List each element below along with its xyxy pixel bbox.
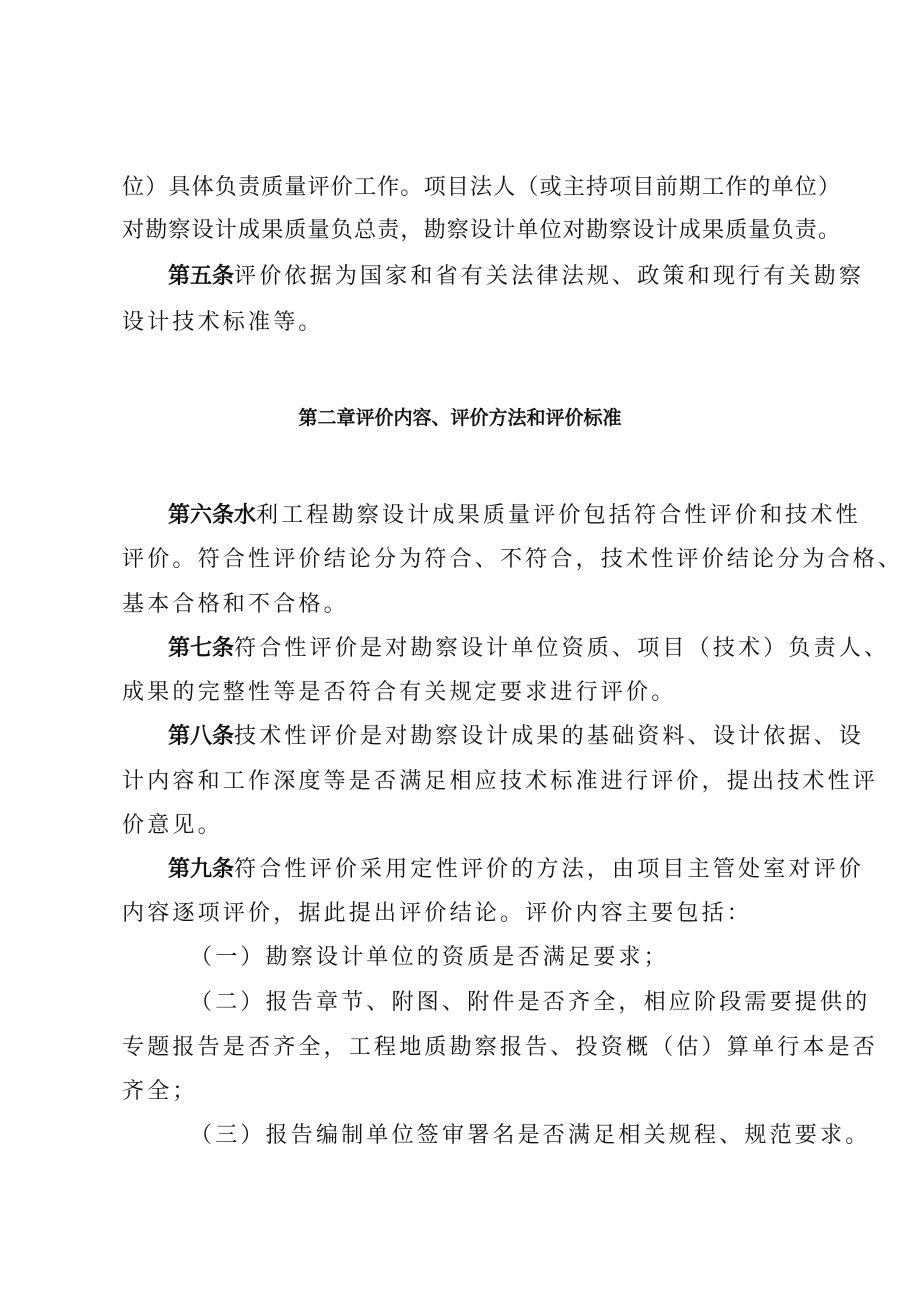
paragraph-line: 对勘察设计成果质量负总责，勘察设计单位对勘察设计成果质量负责。: [122, 218, 842, 243]
paragraph-line: 评价。符合性评价结论分为符合、不符合，技术性评价结论分为合格、: [122, 547, 904, 572]
paragraph-line: 成果的完整性等是否符合有关规定要求进行评价。: [122, 680, 677, 705]
article-8: [168, 722, 864, 752]
paragraph-line: 计内容和工作深度等是否满足相应技术标准进行评价，提出技术性评: [122, 769, 879, 794]
paragraph-line: 基本合格和不合格。: [122, 592, 349, 617]
article-7: [168, 634, 889, 664]
article-label: 第九条: [168, 857, 235, 882]
article-label: 第七条: [168, 636, 235, 661]
list-item: （二）报告章节、附图、附件是否齐全，相应阶段需要提供的: [190, 990, 871, 1015]
article-text: 符合性评价采用定性评价的方法，由项目主管处室对评价: [234, 857, 865, 882]
list-item: （一）勘察设计单位的资质是否满足要求；: [190, 945, 669, 970]
article-6: [168, 501, 861, 531]
paragraph-line: 设计技术标准等。: [122, 310, 324, 335]
article-text: 符合性评价是对勘察设计单位资质、项目（技术）负责人、: [234, 636, 890, 661]
article-first-char: 水: [234, 503, 257, 528]
article-label: 第六条: [168, 503, 235, 528]
paragraph-line: 价意见。: [122, 813, 223, 838]
article-text: 利工程勘察设计成果质量评价包括符合性评价和技术性: [256, 503, 861, 528]
article-label: 第五条: [168, 264, 235, 289]
paragraph-line: 内容逐项评价，据此提出评价结论。评价内容主要包括：: [122, 901, 753, 926]
article-9: [168, 855, 864, 885]
list-item: （三）报告编制单位签审署名是否满足相关规程、规范要求。: [190, 1123, 871, 1148]
article-5: [168, 262, 864, 292]
paragraph-line: 专题报告是否齐全，工程地质勘察报告、投资概（估）算单行本是否: [122, 1035, 879, 1060]
article-text: 技术性评价是对勘察设计成果的基础资料、设计依据、设: [234, 724, 865, 749]
paragraph-line: 位）具体负责质量评价工作。项目法人（或主持项目前期工作的单位）: [122, 175, 842, 200]
article-text: 评价依据为国家和省有关法律法规、政策和现行有关勘察: [234, 264, 865, 289]
paragraph-line: 齐全；: [122, 1079, 198, 1104]
article-label: 第八条: [168, 724, 235, 749]
chapter-title: 第二章评价内容、评价方法和评价标准: [298, 407, 622, 429]
